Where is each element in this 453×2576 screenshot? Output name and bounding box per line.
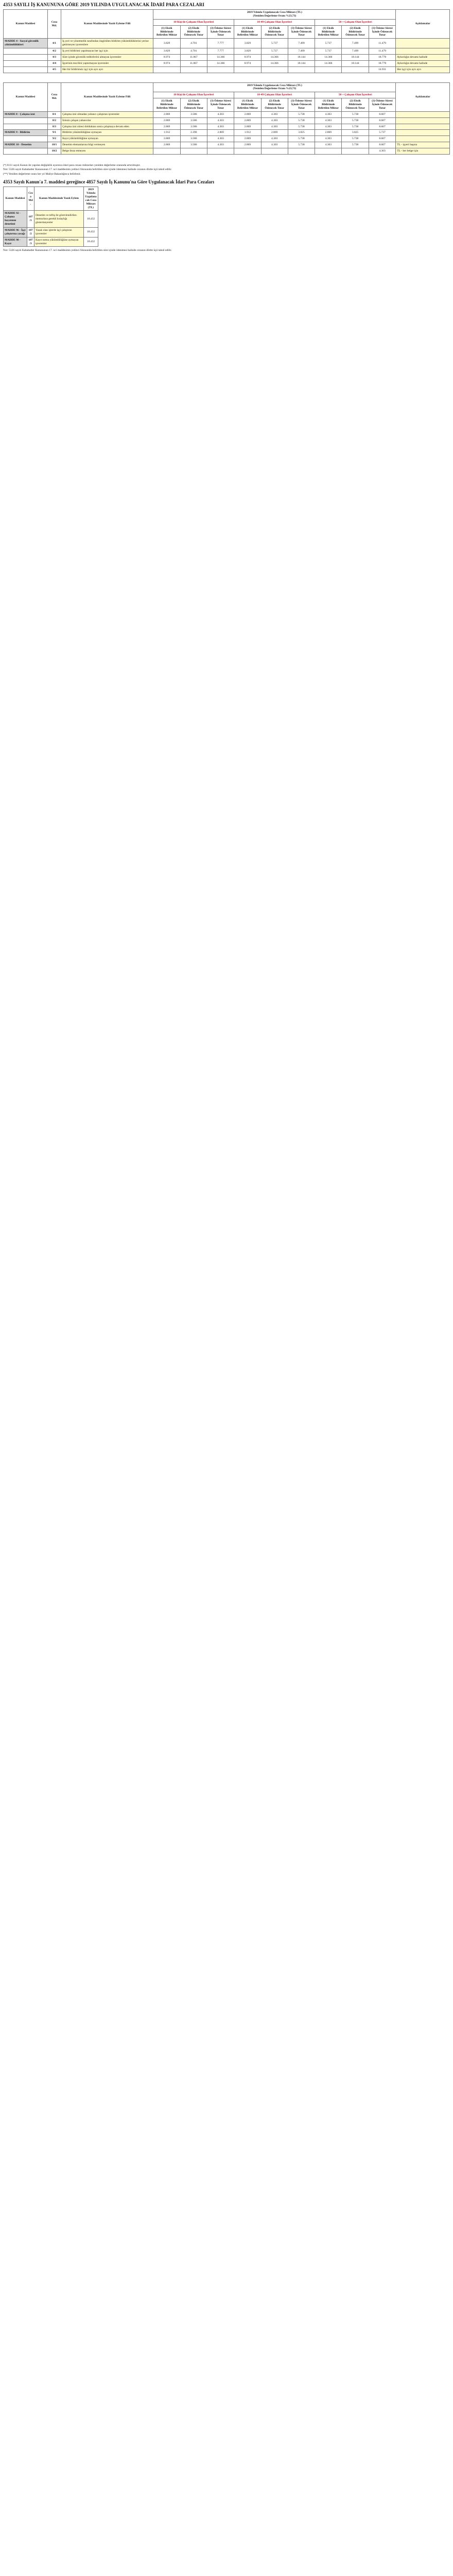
value-cell: 4.303 xyxy=(315,136,342,142)
penalty-section-2 xyxy=(3,82,450,155)
subtitle-2: 4353 Sayılı Kanun'a 7. maddesi gereğince 4857 Sayılı İş Kanunu'na Göre Uygulanacak İdari Para Cezaları xyxy=(3,179,214,185)
description-cell: Kayıt yükümlülüğüne uymayan xyxy=(61,136,153,142)
value-cell: 3.825 xyxy=(342,130,369,136)
note-cell xyxy=(396,124,450,130)
subcol-7: (1) Eksik Bildirimde Belirtilen Miktar xyxy=(315,98,342,112)
document-page xyxy=(3,2,450,253)
value-cell: 4.303 xyxy=(207,142,234,148)
note-cell xyxy=(396,117,450,124)
table-row xyxy=(4,54,450,60)
desc-cell: Kayıt tutma yükümlülüğüne uymayan işverenler xyxy=(34,237,84,247)
value-cell: 11.479 xyxy=(369,48,396,55)
value-cell: 7.777 xyxy=(207,48,234,55)
table-row xyxy=(4,48,450,55)
subcol-5: (2) Eksik Bildirimde Ödenecek Tutar xyxy=(261,98,288,112)
subcol-7: (1) Eksik Bildirimde Belirtilen Miktar xyxy=(315,25,342,39)
article-cell xyxy=(4,48,48,55)
group1-header: 10 Kişi ile Çalışanı Olan İşyerleri xyxy=(153,92,234,98)
table-row xyxy=(4,136,450,142)
subcol-4: (1) Eksik Bildirimde Belirtilen Miktar xyxy=(234,25,261,39)
value-cell: 18.144 xyxy=(342,60,369,66)
penalty-section-1 xyxy=(3,9,450,73)
subcol-3: (3) Ödeme Süresi İçinde Ödenecek Tutar xyxy=(207,98,234,112)
clause-cell: 107/3 xyxy=(27,237,34,247)
clause-cell: 10/1 xyxy=(47,142,61,148)
value-cell: 7.499 xyxy=(342,39,369,48)
penalty-table-4857-body xyxy=(4,211,450,247)
col-article-header: Kanun Maddesi xyxy=(4,10,48,39)
value-cell xyxy=(153,148,180,155)
subcol-5: (2) Eksik Bildirimde Ödenecek Tutar xyxy=(261,25,288,39)
value-cell: 14.366 xyxy=(261,54,288,60)
value-cell: 4.303 xyxy=(369,148,396,155)
subcol-8: (2) Eksik Bildirimde Ödenecek Tutar xyxy=(342,98,369,112)
value-cell xyxy=(180,66,207,73)
clause-cell: 4/2 xyxy=(47,48,61,55)
value-cell: 18.778 xyxy=(369,54,396,60)
value-cell: 5.738 xyxy=(342,111,369,117)
value-cell: 7.499 xyxy=(342,48,369,55)
table-row xyxy=(4,130,450,136)
table-row xyxy=(4,148,450,155)
table-row xyxy=(4,237,450,247)
value-cell: 5.737 xyxy=(261,48,288,55)
value-cell xyxy=(207,148,234,155)
value-cell: 4.303 xyxy=(261,124,288,130)
value-cell: 4.303 xyxy=(207,136,234,142)
value-cell: 3.825 xyxy=(288,130,315,136)
clause-cell: 8/3 xyxy=(47,124,61,130)
value-cell: 2.869 xyxy=(261,130,288,136)
value-cell: 4.303 xyxy=(261,136,288,142)
value-cell: 2.390 xyxy=(180,130,207,136)
footnotes xyxy=(3,164,450,176)
clause-cell: 4/1 xyxy=(47,39,61,48)
value-cell: 5.738 xyxy=(288,124,315,130)
value-cell: 8.607 xyxy=(369,142,396,148)
value-cell: 3.829 xyxy=(234,48,261,55)
subcol-3: (3) Ödeme Süresi İçinde Ödenecek Tutar xyxy=(207,25,234,39)
value-cell: 14.931 xyxy=(369,66,396,73)
value-cell: 2.869 xyxy=(153,136,180,142)
table-row xyxy=(4,142,450,148)
value-cell: 5.738 xyxy=(342,117,369,124)
value-cell: 1.912 xyxy=(153,130,180,136)
table-row xyxy=(4,117,450,124)
footnote: Not: 5326 sayılı Kabahatler Kanununun 17. nci maddesinin yedinci fıkrasında belirtilen süre içinde ödenmesi halinde cezanın dörtte üçü tahsil edilir. xyxy=(3,168,172,172)
value-cell: 8.974 xyxy=(234,60,261,66)
article-cell: MADDE 9 - Bildirim xyxy=(4,130,48,136)
value-cell: 2.869 xyxy=(153,124,180,130)
value-cell xyxy=(153,66,180,73)
value-cell xyxy=(342,66,369,73)
value-cell: 8.974 xyxy=(153,60,180,66)
col-note-header: Açıklamalar xyxy=(396,82,450,111)
note-cell: Aykırılığın devamı halinde xyxy=(396,54,450,60)
value-cell: 2.869 xyxy=(207,130,234,136)
t2-header-clause: Ceza Md. xyxy=(27,187,34,211)
penalty-table-4857 xyxy=(3,187,450,247)
article-cell xyxy=(4,124,48,130)
value-cell: 14.366 xyxy=(261,60,288,66)
description-cell: İşyerinin tescilini yaptırmayan işverenler xyxy=(61,60,153,66)
value-cell: 5.738 xyxy=(342,136,369,142)
article-cell: MADDE 10 - Denetim xyxy=(4,142,48,148)
value-cell: 4.701 xyxy=(180,48,207,55)
note-cell: Her işçi için ayrı ayrı xyxy=(396,66,450,73)
value-cell: 5.738 xyxy=(288,136,315,142)
description-cell: Her bir bildirimsiz işçi için ayrı ayrı xyxy=(61,66,153,73)
value-cell: 4.303 xyxy=(207,111,234,117)
value-cell: 7.777 xyxy=(207,39,234,48)
article-cell xyxy=(4,60,48,66)
table-row xyxy=(4,124,450,130)
subcol-8: (2) Eksik Bildirimde Ödenecek Tutar xyxy=(342,25,369,39)
group2-header: 10-49 Çalışanı Olan İşyerleri xyxy=(234,19,315,25)
value-cell: 2.869 xyxy=(153,142,180,148)
penalty-header-line1: 2019 Yılında Uygulanacak Ceza Miktarı (TL) xyxy=(247,83,302,87)
value-cell: 2.869 xyxy=(153,111,180,117)
value-cell: 1.912 xyxy=(234,130,261,136)
value-cell xyxy=(234,66,261,73)
value-cell: 2.869 xyxy=(234,111,261,117)
col-clause-header: Ceza Md. xyxy=(47,82,61,111)
penalty-header xyxy=(153,82,396,92)
note-cell: TL - her belge için xyxy=(396,148,450,155)
penalty-table-2 xyxy=(3,82,450,155)
value-cell: 3.586 xyxy=(180,117,207,124)
value-cell: 5.737 xyxy=(315,48,342,55)
value-cell: 3.829 xyxy=(153,48,180,55)
value-cell: 2.869 xyxy=(234,142,261,148)
value-cell xyxy=(261,148,288,155)
note-cell xyxy=(396,39,450,48)
value-cell xyxy=(288,148,315,155)
value-cell xyxy=(342,148,369,155)
group1-header: 10 Kişi ile Çalışanı Olan İşyerleri xyxy=(153,19,234,25)
value-cell: 8.607 xyxy=(369,124,396,130)
article-cell xyxy=(4,66,48,73)
value-cell: 4.303 xyxy=(315,117,342,124)
value-cell: 5.738 xyxy=(342,124,369,130)
value-cell: 3.586 xyxy=(180,111,207,117)
value-cell xyxy=(207,66,234,73)
value-cell: 8.974 xyxy=(234,54,261,60)
description-cell: Süre içinde güvenlik tedbirlerini almayan işverenler xyxy=(61,54,153,60)
description-cell: Belge ibraz etmeyen xyxy=(61,148,153,155)
desc-cell: Yasak olan işlerde işçi çalıştıran işverenler xyxy=(34,227,84,237)
t2-header-spacer xyxy=(98,187,450,211)
description-cell: Çalışma izni süresi dolduktan sonra çalışmaya devam eden xyxy=(61,124,153,130)
value-cell: 5.737 xyxy=(369,130,396,136)
note-cell: TL - işyeri başına xyxy=(396,142,450,148)
value-cell: 11.479 xyxy=(369,39,396,48)
value-cell: 14.366 xyxy=(207,60,234,66)
value-cell: 14.366 xyxy=(207,54,234,60)
value-cell: 2.869 xyxy=(234,117,261,124)
document-title: 4353 SAYILI İŞ KANUNUNA GÖRE 2019 YILINDA UYGULANACAK İDARİ PARA CEZALARI xyxy=(3,2,205,7)
value-cell: 3.829 xyxy=(234,39,261,48)
value-cell: 8.607 xyxy=(369,111,396,117)
value-cell: 2.869 xyxy=(234,136,261,142)
value-cell: 4.303 xyxy=(261,111,288,117)
value-cell: 3.586 xyxy=(180,136,207,142)
value-cell: 5.738 xyxy=(288,142,315,148)
value-cell: 5.738 xyxy=(342,142,369,148)
subcol-9: (3) Ödeme Süresi İçinde Ödenecek Tutar xyxy=(369,98,396,112)
value-cell: 4.303 xyxy=(315,111,342,117)
subcol-4: (1) Eksik Bildirimde Belirtilen Miktar xyxy=(234,98,261,112)
col-article-header: Kanun Maddesi xyxy=(4,82,48,111)
value-cell: 18.778 xyxy=(369,60,396,66)
value-cell: 5.737 xyxy=(261,39,288,48)
footnote: (*) 6111 sayılı Kanun ile yapılan değişiklik uyarınca idari para cezası miktarları yeniden değerleme oranında artırılmıştır. xyxy=(3,163,141,167)
group2-header: 10-49 Çalışanı Olan İşyerleri xyxy=(234,92,315,98)
table-row xyxy=(4,211,450,228)
description-cell: İş yeri bildirimi yapılmayan her işçi için xyxy=(61,48,153,55)
value-cell: 2.869 xyxy=(315,130,342,136)
value-cell xyxy=(234,148,261,155)
t2-header-value: 2019 Yılında Uygulanacak Ceza Miktarı (TL) xyxy=(84,187,98,211)
value-cell xyxy=(261,66,288,73)
subcol-2: (2) Eksik Bildirimde Ödenecek Tutar xyxy=(180,98,207,112)
clause-cell: 9/2 xyxy=(47,136,61,142)
article-cell: MADDE 8 - Çalışma izni xyxy=(4,111,48,117)
value-cell: 4.303 xyxy=(207,117,234,124)
penalty-table-1 xyxy=(3,9,450,73)
value-cell: 3.829 xyxy=(153,39,180,48)
footnote-2-text: Not: 5326 sayılı Kabahatler Kanununun 17. nci maddesinin yedinci fıkrasında belirtilen süre içinde ödenmesi halinde cezanın dörtte üçü tahsil edilir. xyxy=(3,249,172,252)
value-cell: 5.738 xyxy=(288,117,315,124)
value-cell: 5.738 xyxy=(288,111,315,117)
value-cell: 4.303 xyxy=(315,124,342,130)
t2-header-desc: Kanun Maddesinde Yazılı Eylem xyxy=(34,187,84,211)
table-row xyxy=(4,60,450,66)
note-cell xyxy=(396,111,450,117)
note-cell xyxy=(396,48,450,55)
note-cell xyxy=(396,130,450,136)
value-cell: 8.607 xyxy=(369,136,396,142)
clause-cell: 107/2 xyxy=(27,227,34,237)
col-note-header: Açıklamalar xyxy=(396,10,450,39)
value-cell: 4.303 xyxy=(261,142,288,148)
clause-cell: 10/2 xyxy=(47,148,61,155)
col-desc-header: Kanun Maddesinde Yazılı Eyleme Fiili xyxy=(61,10,153,39)
value-cell: 3.586 xyxy=(180,124,207,130)
value-cell: 2.869 xyxy=(234,124,261,130)
subcol-1: (1) Eksik Bildirimde Belirtilen Miktar xyxy=(153,98,180,112)
clause-cell: 4/3 xyxy=(47,54,61,60)
penalty-header-line1: 2019 Yılında Uygulanacak Ceza Miktarı (TL) xyxy=(247,11,302,14)
spacer-cell xyxy=(98,237,450,247)
description-cell: Bildirim yükümlülüğüne uymayan xyxy=(61,130,153,136)
penalty-header xyxy=(153,10,396,20)
value-cell: 8.974 xyxy=(153,54,180,60)
value-cell xyxy=(315,66,342,73)
col-clause-header: Ceza Md. xyxy=(47,10,61,39)
value-cell: 7.499 xyxy=(288,48,315,55)
subcol-6: (3) Ödeme Süresi İçinde Ödenecek Tutar xyxy=(288,98,315,112)
table-row xyxy=(4,227,450,237)
penalty-table-2-body xyxy=(4,111,450,154)
value-cell: 4.701 xyxy=(180,39,207,48)
clause-cell: 4/5 xyxy=(47,66,61,73)
clause-cell: 8/2 xyxy=(47,117,61,124)
penalty-table-1-body xyxy=(4,39,450,73)
spacer-cell xyxy=(98,211,450,228)
value-cell: 14.366 xyxy=(315,54,342,60)
clause-cell: 9/1 xyxy=(47,130,61,136)
value-cell: 8.607 xyxy=(369,117,396,124)
value-cell: 2.869 xyxy=(153,117,180,124)
clause-cell: 4/4 xyxy=(47,60,61,66)
table-row xyxy=(4,66,450,73)
article-cell: MADDE 98 - Kayıt xyxy=(4,237,27,247)
value-cell: 18.432 xyxy=(84,227,98,237)
subcol-1: (1) Eksik Bildirimde Belirtilen Miktar xyxy=(153,25,180,39)
table-row xyxy=(4,39,450,48)
article-cell xyxy=(4,136,48,142)
desc-cell: Denetim ve teftiş ile görevlendirilen memurlara gerekli kolaylığı göstermeyenler xyxy=(34,211,84,228)
note-cell xyxy=(396,136,450,142)
value-cell: 4.303 xyxy=(261,117,288,124)
value-cell: 18.144 xyxy=(288,54,315,60)
note-cell: Aykırılığın devamı halinde xyxy=(396,60,450,66)
article-cell xyxy=(4,117,48,124)
value-cell: 5.737 xyxy=(315,39,342,48)
table-row xyxy=(4,111,450,117)
value-cell: 11.067 xyxy=(180,60,207,66)
value-cell: 14.366 xyxy=(315,60,342,66)
value-cell: 4.303 xyxy=(315,142,342,148)
value-cell xyxy=(180,148,207,155)
subcol-2: (2) Eksik Bildirimde Ödenecek Tutar xyxy=(180,25,207,39)
article-cell: MADDE 92 - Çalışma hayatının denetimi xyxy=(4,211,27,228)
description-cell: Denetim elemanlarına bilgi vermeyen xyxy=(61,142,153,148)
value-cell: 3.586 xyxy=(180,142,207,148)
description-cell: İş yeri ve yönetmelik tarafından öngörülen bildirim yükümlülüklerini yerine getirmeyen işverenlere xyxy=(61,39,153,48)
value-cell: 4.303 xyxy=(207,124,234,130)
subcol-6: (3) Ödeme Süresi İçinde Ödenecek Tutar xyxy=(288,25,315,39)
footnote: (**) Yeniden değerleme oranı her yıl Maliye Bakanlığınca belirlenir. xyxy=(3,172,81,176)
penalty-header-line2: (Yeniden Değerleme Oranı %23,73) xyxy=(253,14,297,18)
group3-header: 50 + Çalışanı Olan İşyerleri xyxy=(315,92,396,98)
value-cell: 18.432 xyxy=(84,211,98,228)
article-cell xyxy=(4,54,48,60)
spacer-cell xyxy=(98,227,450,237)
article-cell: MADDE 96 - İşçi çalıştırma yasağı xyxy=(4,227,27,237)
value-cell: 7.499 xyxy=(288,39,315,48)
value-cell: 18.144 xyxy=(342,54,369,60)
subcol-9: (3) Ödeme Süresi İçinde Ödenecek Tutar xyxy=(369,25,396,39)
footnote-2 xyxy=(3,249,450,252)
clause-cell: 8/1 xyxy=(47,111,61,117)
t2-header-article: Kanun Maddesi xyxy=(4,187,27,211)
value-cell: 11.067 xyxy=(180,54,207,60)
value-cell: 18.432 xyxy=(84,237,98,247)
group3-header: 50 + Çalışanı Olan İşyerleri xyxy=(315,19,396,25)
article-cell: MADDE 4 - Sosyal güvenlik yükümlülükleri xyxy=(4,39,48,48)
clause-cell: 107/1 xyxy=(27,211,34,228)
value-cell xyxy=(315,148,342,155)
article-cell xyxy=(4,148,48,155)
value-cell: 18.144 xyxy=(288,60,315,66)
penalty-header-line2: (Yeniden Değerleme Oranı %23,73) xyxy=(253,87,297,91)
col-desc-header: Kanun Maddesinde Yazılı Eyleme Fiili xyxy=(61,82,153,111)
value-cell xyxy=(288,66,315,73)
description-cell: Çalışma izni olmadan yabancı çalıştıran işverenler xyxy=(61,111,153,117)
description-cell: İzinsiz çalışan yabancılar xyxy=(61,117,153,124)
